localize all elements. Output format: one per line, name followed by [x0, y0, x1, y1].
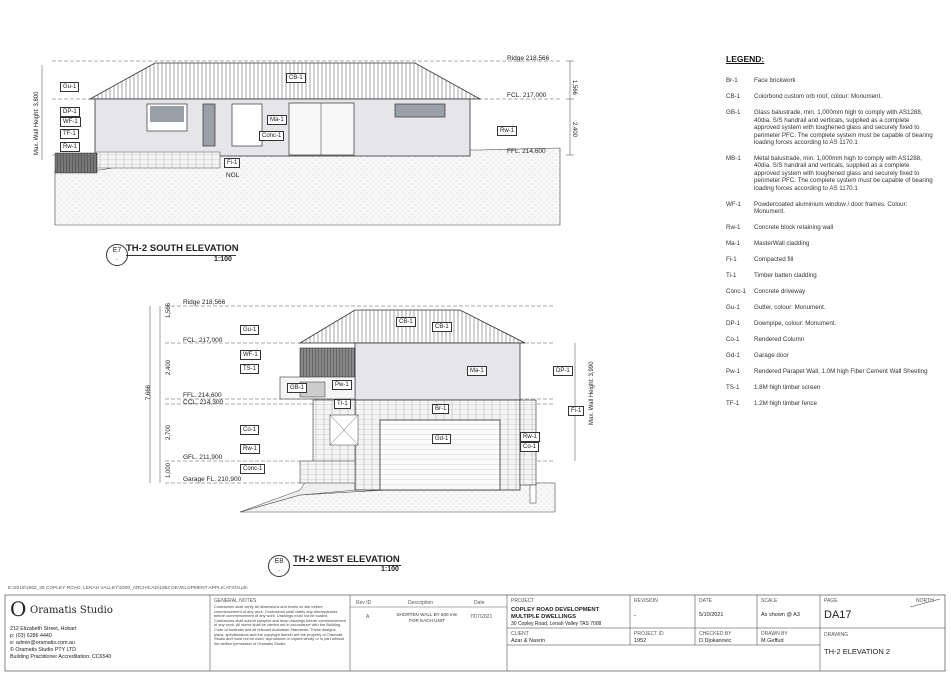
firm-logo: O	[10, 597, 27, 621]
west-elevation-drawing	[0, 290, 720, 530]
date-value: 5/10/2021	[699, 612, 724, 618]
south-dim-max-wall: Max. Wall Height: 3,800	[34, 91, 40, 155]
west-tag-co1: Co-1	[240, 425, 259, 435]
checked-value: D.Djokanovic	[699, 638, 732, 644]
legend-code: TF-1	[726, 400, 740, 408]
south-level-ridge: Ridge 218,566	[507, 55, 550, 62]
firm-email: e: admin@oramatis.com.au	[10, 640, 75, 646]
south-tag-rw1: Rw-1	[60, 142, 80, 152]
legend-item	[726, 288, 941, 295]
west-dim-max-wall: Max. Wall Height: 3,990	[589, 361, 595, 425]
legend-item	[726, 304, 941, 311]
legend-item	[726, 224, 941, 231]
west-level-ridge: Ridge 218,566	[183, 299, 226, 306]
legend-description: MasterWall cladding	[754, 240, 810, 248]
page-label: PAGE	[824, 598, 838, 604]
west-tag-dp1: DP-1	[553, 366, 573, 376]
legend-item	[726, 352, 941, 359]
legend-description: Rendered Column	[754, 336, 805, 344]
legend-description: Gutter, colour: Monument.	[754, 304, 826, 312]
legend-item	[726, 240, 941, 247]
drawing-label: DRAWING	[824, 632, 848, 638]
legend-item	[726, 384, 941, 391]
legend-code: DP-1	[726, 320, 741, 328]
south-tag-gu1: Gu-1	[60, 82, 79, 92]
south-tag-fi1: Fi-1	[224, 158, 240, 168]
south-level-ffl: FFL. 214,600	[507, 148, 546, 155]
project-id-value: 1952	[634, 638, 647, 644]
legend-code: Rw-1	[726, 224, 741, 232]
drawn-label: DRAWN BY	[761, 631, 788, 637]
general-notes: Contractors shall verify all dimensions and levels on site before commencement of any work. Contractors shall clarify any discrepancies before commencement of any work. Drawings must not be scaled. Contractors shall submit samples and shop drawings before commencement of any work. All works shall be carried out in accordance with the Building Code of Australia and all relevant Australian Standards. These designs, plans, specifications and the copyright therein are the property of Oramatis Studio and must not be used, reproduced or copied wholly or in part without the written permission of Oramatis Studio.	[214, 604, 346, 646]
firm-copyright: © Oramatis Studio PTY LTD	[10, 647, 77, 653]
west-tag-co1-b: Co-1	[520, 442, 539, 452]
legend-description: Compacted fill	[754, 256, 794, 264]
south-elevation-scale: 1:100	[214, 256, 232, 263]
west-tag-gu1: Gu-1	[240, 325, 259, 335]
legend-code: CB-1	[726, 93, 741, 101]
legend-item	[726, 336, 941, 343]
south-ngl-label: NGL	[226, 172, 240, 179]
south-dim-wall: 2,400	[571, 122, 577, 138]
firm-name: Oramatis Studio	[30, 605, 113, 616]
legend-item	[726, 155, 941, 192]
west-dim-upper: 2,400	[166, 359, 172, 375]
north-label: NORTH	[916, 598, 934, 604]
legend-code: Br-1	[726, 77, 738, 85]
legend-code: Pw-1	[726, 368, 741, 376]
project-name: COPLEY ROAD DEVELOPMENT MULTIPLE DWELLINGS	[511, 607, 600, 620]
firm-address: 212 Elizabeth Street, Hobart	[10, 626, 77, 632]
legend	[726, 56, 941, 416]
west-tag-rw1-b: Rw-1	[520, 432, 540, 442]
legend-item	[726, 400, 941, 407]
title-block-grid	[0, 585, 951, 673]
rev-header-date: Date	[474, 600, 485, 606]
west-level-gfl: GFL. 211,900	[183, 454, 223, 461]
legend-code: Ti-1	[726, 272, 737, 280]
south-title-rule	[126, 255, 236, 256]
legend-heading: LEGEND:	[726, 54, 765, 64]
project-label: PROJECT	[511, 598, 535, 604]
legend-description: Concrete block retaining wall	[754, 224, 834, 232]
revision-label: REVISION	[634, 598, 658, 604]
west-elevation-scale: 1:100	[381, 566, 399, 573]
scale-label: SCALE	[761, 598, 778, 604]
south-level-fcl: FCL. 217,000	[507, 92, 547, 99]
revision-value: -	[634, 612, 637, 619]
rev-description: SHORTEN WALL BY 500 mm FOR EACH UNIT	[396, 612, 458, 623]
south-elevation-drawing	[0, 0, 720, 280]
west-tag-gb1: GB-1	[287, 383, 307, 393]
date-label: DATE	[699, 598, 712, 604]
west-elevation-title: TH-2 WEST ELEVATION	[293, 554, 400, 565]
legend-description: Timber batten cladding	[754, 272, 817, 280]
legend-code: WF-1	[726, 200, 742, 208]
legend-description: Glass balustrade, min. 1,000mm high to comply with AS1288, 40dia. S/S handrail and verticals, supplied as a complete approved system with toughened glass and securely fixed to perimeter PFC. The complete system must be capable of bearing loading forces according to AS 1170.1	[754, 109, 933, 147]
west-level-ccl: CCL. 214,300	[183, 399, 224, 406]
firm-phone: p: (03) 6286 4440	[10, 633, 52, 639]
drawn-value: M.Geffud	[761, 638, 784, 644]
legend-item	[726, 109, 941, 146]
south-tag-conc1: Conc-1	[259, 131, 284, 141]
west-elevation-ref: E8 -	[268, 555, 290, 577]
legend-item	[726, 256, 941, 263]
page-value: DA17	[824, 609, 852, 621]
west-tag-fi1: Fi-1	[568, 406, 584, 416]
rev-header-desc: Description	[408, 600, 434, 606]
checked-label: CHECKED BY	[699, 631, 732, 637]
legend-code: Ma-1	[726, 240, 741, 248]
legend-description: Metal balustrade, min. 1,000mm high to comply with AS1288, 40dia. S/S handrail and verticals, supplied as a complete approved system with toughened glass and securely fixed to perimeter PFC. The complete system must be capable of bearing loading forces according to AS 1170.1	[754, 155, 933, 192]
project-id-label: PROJECT ID	[634, 631, 664, 637]
west-level-ffl: FFL. 214,600	[183, 392, 222, 399]
legend-code: Co-1	[726, 336, 740, 344]
client-value: Azar & Nasrin	[511, 638, 545, 644]
legend-description: Garage door	[754, 352, 789, 360]
legend-code: GB-1	[726, 109, 741, 117]
legend-code: MB-1	[726, 155, 741, 163]
legend-description: Concrete driveway	[754, 288, 806, 296]
drawing-value: TH-2 ELEVATION 2	[824, 647, 890, 656]
legend-code: Gd-1	[726, 352, 740, 360]
south-tag-rw1-b: Rw-1	[497, 126, 517, 136]
legend-description: 1.8M high timber screen	[754, 384, 821, 392]
west-dim-base: 1,000	[166, 462, 172, 478]
south-tag-cb1: CB-1	[286, 73, 306, 83]
west-tag-wf1: WF-1	[240, 350, 261, 360]
west-dim-lower: 2,700	[166, 424, 172, 440]
south-tag-wf1: WF-1	[60, 117, 81, 127]
south-tag-tf1: TF-1	[60, 129, 79, 139]
west-tag-cb1-a: CB-1	[396, 317, 416, 327]
project-address: 30 Copley Road, Lenah Valley TAS 7008	[511, 621, 602, 627]
west-tag-ts1: TS-1	[240, 364, 259, 374]
west-tag-rw1: Rw-1	[240, 444, 260, 454]
west-dim-total: 7,666	[146, 384, 152, 400]
accreditation: Building Practitioner Accreditation: CC6540	[10, 654, 112, 660]
rev-date: 7/07/2021	[470, 614, 493, 620]
south-elevation-ref: E7 -	[106, 244, 128, 266]
west-tag-gd1: Gd-1	[432, 434, 451, 444]
client-label: CLIENT	[511, 631, 529, 637]
west-title-rule	[293, 565, 401, 566]
west-tag-ma1: Ma-1	[467, 366, 487, 376]
south-tag-dp1: DP-1	[60, 107, 80, 117]
south-dim-roof: 1,566	[571, 80, 577, 96]
west-level-fcl: FCL. 217,000	[183, 337, 223, 344]
title-block	[0, 585, 951, 673]
legend-item	[726, 368, 941, 375]
west-tag-conc1: Conc-1	[240, 464, 265, 474]
west-tag-pw1: Pw-1	[332, 380, 352, 390]
legend-item	[726, 320, 941, 327]
legend-items	[726, 77, 941, 407]
rev-id: A	[366, 614, 370, 620]
legend-item	[726, 201, 941, 216]
legend-description: Colorbond custom orb roof, colour: Monument.	[754, 93, 882, 101]
south-elevation-title: TH-2 SOUTH ELEVATION	[126, 243, 239, 254]
west-tag-ti1: TI-1	[334, 399, 351, 409]
scale-value: As shown @ A3	[761, 612, 800, 618]
west-tag-cb1-b: CB-1	[432, 322, 452, 332]
legend-item	[726, 77, 941, 84]
legend-description: Face brickwork	[754, 77, 796, 85]
file-path: E:\2019\1952_30 COPLEY ROAD, LENAH VALLEY\2000_ARCHICAD\1952 DEVELOPMENT APPLICATION.pln	[8, 586, 248, 591]
legend-code: Fi-1	[726, 256, 737, 264]
legend-code: TS-1	[726, 384, 740, 392]
legend-code: Conc-1	[726, 288, 746, 296]
legend-item	[726, 93, 941, 100]
west-dim-roof: 1,566	[166, 302, 172, 318]
legend-description: Powdercoated aluminium window / door frames. Colour: Monument.	[754, 200, 908, 216]
legend-code: Gu-1	[726, 304, 740, 312]
legend-item	[726, 272, 941, 279]
legend-description: Downpipe, colour: Monument.	[754, 320, 837, 328]
notes-header: GENERAL NOTES	[214, 598, 257, 604]
rev-header-id: Rev ID	[356, 600, 372, 606]
legend-description: Rendered Parapet Wall, 1.0M high Fiber Cement Wall Sheeting	[754, 368, 928, 376]
south-tag-ma1: Ma-1	[267, 115, 287, 125]
legend-description: 1.2M high timber fence	[754, 400, 817, 408]
west-level-garage: Garage FL. 210,900	[183, 476, 242, 483]
west-tag-br1: Br-1	[432, 404, 449, 414]
